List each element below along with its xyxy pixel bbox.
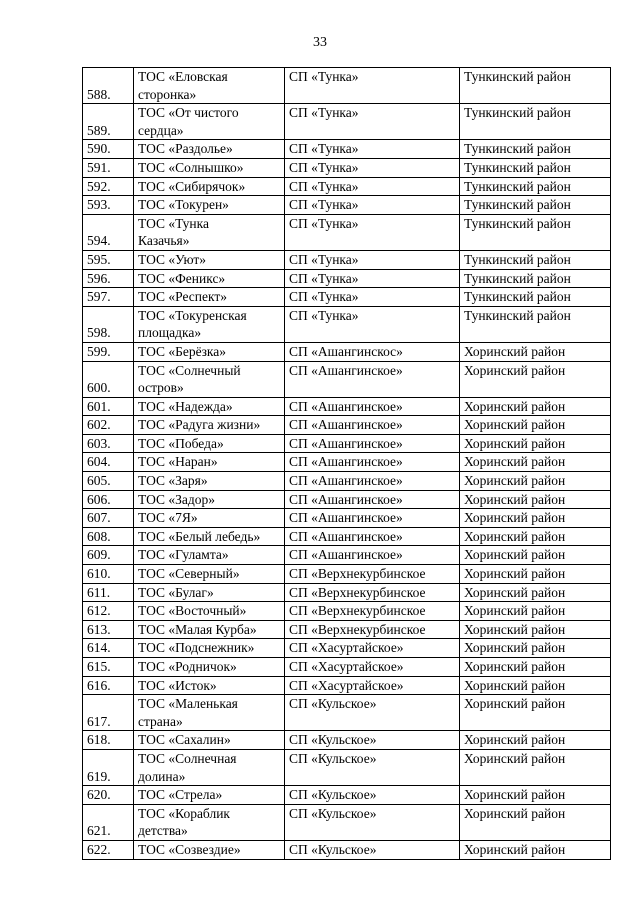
tos-name-cell <box>134 565 285 584</box>
row-number: 621. <box>83 804 134 840</box>
district-cell: Тункинский район <box>460 104 611 140</box>
district-cell: Хоринский район <box>460 840 611 859</box>
tos-name-line: Казачья» <box>138 233 190 249</box>
row-number: 599. <box>83 342 134 361</box>
settlement-cell: СП «Тунка» <box>285 196 460 215</box>
settlement-cell: СП «Верхнекурбинское <box>285 620 460 639</box>
settlement-cell: СП «Хасуртайское» <box>285 676 460 695</box>
row-number: 611. <box>83 583 134 602</box>
row-number: 601. <box>83 397 134 416</box>
settlement-cell: СП «Ашангинское» <box>285 527 460 546</box>
row-number: 591. <box>83 158 134 177</box>
tos-name-cell <box>134 509 285 528</box>
table-row <box>83 639 611 658</box>
tos-name-cell <box>134 177 285 196</box>
row-number: 608. <box>83 527 134 546</box>
tos-name-line: ТОС «Токурен» <box>138 197 229 213</box>
district-cell: Тункинский район <box>460 269 611 288</box>
tos-name-cell <box>134 749 285 785</box>
settlement-cell: СП «Тунка» <box>285 288 460 307</box>
district-cell: Тункинский район <box>460 288 611 307</box>
settlement-cell: СП «Верхнекурбинское <box>285 565 460 584</box>
district-cell: Хоринский район <box>460 583 611 602</box>
row-number: 593. <box>83 196 134 215</box>
tos-name-cell <box>134 158 285 177</box>
table-row <box>83 602 611 621</box>
tos-name-line: ТОС «Заря» <box>138 473 208 489</box>
tos-name-cell <box>134 196 285 215</box>
district-cell: Хоринский район <box>460 509 611 528</box>
table-row <box>83 509 611 528</box>
district-cell: Хоринский район <box>460 602 611 621</box>
district-cell: Тункинский район <box>460 250 611 269</box>
settlement-cell: СП «Кульское» <box>285 804 460 840</box>
tos-name-cell <box>134 269 285 288</box>
district-cell: Хоринский район <box>460 639 611 658</box>
tos-name-cell <box>134 416 285 435</box>
settlement-cell: СП «Тунка» <box>285 104 460 140</box>
tos-name-line: ТОС «Солнечная <box>138 750 237 766</box>
district-cell: Тункинский район <box>460 140 611 159</box>
district-cell: Хоринский район <box>460 676 611 695</box>
tos-name-line: ТОС «Созвездие» <box>138 841 241 857</box>
settlement-cell: СП «Тунка» <box>285 214 460 250</box>
row-number: 620. <box>83 786 134 805</box>
tos-name-cell <box>134 342 285 361</box>
table-row <box>83 250 611 269</box>
table-row <box>83 731 611 750</box>
tos-name-cell <box>134 527 285 546</box>
tos-name-line: сердца» <box>138 122 184 138</box>
tos-name-line: ТОС «Исток» <box>138 677 217 693</box>
settlement-cell: СП «Тунка» <box>285 140 460 159</box>
tos-name-cell <box>134 786 285 805</box>
district-cell: Хоринский район <box>460 804 611 840</box>
tos-name-line: ТОС «Белый лебедь» <box>138 528 261 544</box>
tos-name-cell <box>134 583 285 602</box>
tos-name-cell <box>134 306 285 342</box>
tos-name-line: сторонка» <box>138 86 197 102</box>
tos-name-cell <box>134 250 285 269</box>
page-number: 33 <box>313 35 327 50</box>
settlement-cell: СП «Ашангинское» <box>285 397 460 416</box>
tos-name-line: ТОС «Стрела» <box>138 787 223 803</box>
row-number: 609. <box>83 546 134 565</box>
row-number: 607. <box>83 509 134 528</box>
district-cell: Хоринский район <box>460 434 611 453</box>
table-row <box>83 288 611 307</box>
table-row <box>83 546 611 565</box>
table-row <box>83 158 611 177</box>
tos-name-cell <box>134 104 285 140</box>
table-row <box>83 361 611 397</box>
tos-name-line: ТОС «Радуга жизни» <box>138 417 261 433</box>
row-number: 613. <box>83 620 134 639</box>
settlement-cell: СП «Кульское» <box>285 786 460 805</box>
table-row <box>83 472 611 491</box>
row-number: 596. <box>83 269 134 288</box>
tos-name-line: ТОС «Подснежник» <box>138 640 255 656</box>
settlement-cell: СП «Ашангинское» <box>285 490 460 509</box>
tos-name-cell <box>134 695 285 731</box>
table-row <box>83 196 611 215</box>
tos-name-cell <box>134 602 285 621</box>
settlement-cell: СП «Тунка» <box>285 158 460 177</box>
table-body <box>83 68 611 860</box>
tos-name-line: ТОС «Булаг» <box>138 584 214 600</box>
tos-name-line: ТОС «Токуренская <box>138 307 247 323</box>
tos-name-cell <box>134 731 285 750</box>
table-row <box>83 620 611 639</box>
settlement-cell: СП «Ашангинское» <box>285 509 460 528</box>
row-number: 604. <box>83 453 134 472</box>
district-cell: Хоринский район <box>460 416 611 435</box>
district-cell: Хоринский район <box>460 361 611 397</box>
table-row <box>83 104 611 140</box>
district-cell: Хоринский район <box>460 527 611 546</box>
table-row <box>83 416 611 435</box>
tos-name-line: ТОС «Малая Курба» <box>138 621 257 637</box>
tos-name-line: ТОС «Сахалин» <box>138 732 231 748</box>
tos-name-line: ТОС «Маленькая <box>138 696 238 712</box>
settlement-cell: СП «Верхнекурбинское <box>285 602 460 621</box>
row-number: 616. <box>83 676 134 695</box>
tos-name-cell <box>134 288 285 307</box>
district-cell: Хоринский район <box>460 453 611 472</box>
row-number: 605. <box>83 472 134 491</box>
table-row <box>83 786 611 805</box>
table-row <box>83 749 611 785</box>
tos-name-line: ТОС «Победа» <box>138 435 224 451</box>
district-cell: Хоринский район <box>460 472 611 491</box>
row-number: 598. <box>83 306 134 342</box>
district-cell: Тункинский район <box>460 214 611 250</box>
tos-name-cell <box>134 140 285 159</box>
tos-name-cell <box>134 676 285 695</box>
settlement-cell: СП «Ашангинское» <box>285 472 460 491</box>
tos-name-line: ТОС «Северный» <box>138 566 240 582</box>
district-cell: Хоринский район <box>460 749 611 785</box>
table-row <box>83 269 611 288</box>
district-cell: Хоринский район <box>460 731 611 750</box>
row-number: 597. <box>83 288 134 307</box>
settlement-cell: СП «Ашангинскос» <box>285 342 460 361</box>
district-cell: Хоринский район <box>460 565 611 584</box>
district-cell: Хоринский район <box>460 490 611 509</box>
tos-name-cell <box>134 472 285 491</box>
tos-name-line: страна» <box>138 713 183 729</box>
district-cell: Хоринский район <box>460 546 611 565</box>
settlement-cell: СП «Кульское» <box>285 749 460 785</box>
district-cell: Хоринский район <box>460 620 611 639</box>
table-row <box>83 527 611 546</box>
row-number: 618. <box>83 731 134 750</box>
table-row <box>83 306 611 342</box>
tos-name-cell <box>134 804 285 840</box>
tos-name-line: ТОС «Феникс» <box>138 270 226 286</box>
tos-name-cell <box>134 397 285 416</box>
tos-name-cell <box>134 453 285 472</box>
row-number: 590. <box>83 140 134 159</box>
tos-name-line: детства» <box>138 823 188 839</box>
tos-name-cell <box>134 658 285 677</box>
row-number: 614. <box>83 639 134 658</box>
tos-name-line: ТОС «Надежда» <box>138 398 233 414</box>
tos-name-line: остров» <box>138 380 184 396</box>
table-row <box>83 658 611 677</box>
tos-name-line: ТОС «Солнышко» <box>138 159 244 175</box>
settlement-cell: СП «Ашангинское» <box>285 453 460 472</box>
row-number: 594. <box>83 214 134 250</box>
settlement-cell: СП «Кульское» <box>285 840 460 859</box>
tos-name-line: ТОС «Кораблик <box>138 805 230 821</box>
table-row <box>83 177 611 196</box>
table-row <box>83 840 611 859</box>
row-number: 612. <box>83 602 134 621</box>
settlement-cell: СП «Ашангинское» <box>285 361 460 397</box>
tos-name-line: ТОС «Сибирячок» <box>138 178 246 194</box>
tos-name-cell <box>134 546 285 565</box>
row-number: 592. <box>83 177 134 196</box>
table-row <box>83 453 611 472</box>
tos-name-line: ТОС «От чистого <box>138 105 239 121</box>
tos-name-line: ТОС «Уют» <box>138 251 207 267</box>
district-cell: Тункинский район <box>460 158 611 177</box>
row-number: 602. <box>83 416 134 435</box>
table-row <box>83 434 611 453</box>
settlement-cell: СП «Ашангинское» <box>285 434 460 453</box>
tos-name-cell <box>134 490 285 509</box>
table-row <box>83 68 611 104</box>
tos-name-line: ТОС «Берёзка» <box>138 343 227 359</box>
table-row <box>83 342 611 361</box>
tos-name-line: ТОС «Родничок» <box>138 659 237 674</box>
settlement-cell: СП «Ашангинское» <box>285 546 460 565</box>
row-number: 615. <box>83 658 134 677</box>
tos-name-cell <box>134 840 285 859</box>
settlement-cell: СП «Тунка» <box>285 68 460 104</box>
tos-name-line: ТОС «Восточный» <box>138 603 247 619</box>
table-row <box>83 140 611 159</box>
row-number: 600. <box>83 361 134 397</box>
table-row <box>83 490 611 509</box>
settlement-cell: СП «Верхнекурбинское <box>285 583 460 602</box>
tos-name-line: ТОС «Задор» <box>138 491 215 507</box>
tos-name-line: ТОС «Раздолье» <box>138 141 233 157</box>
settlement-cell: СП «Тунка» <box>285 269 460 288</box>
settlement-cell: СП «Тунка» <box>285 177 460 196</box>
row-number: 617. <box>83 695 134 731</box>
tos-name-line: ТОС «Наран» <box>138 454 218 470</box>
row-number: 606. <box>83 490 134 509</box>
row-number: 603. <box>83 434 134 453</box>
tos-name-cell <box>134 214 285 250</box>
tos-name-line: ТОС «Еловская <box>138 69 228 84</box>
settlement-cell: СП «Кульское» <box>285 731 460 750</box>
row-number: 610. <box>83 565 134 584</box>
table-row <box>83 676 611 695</box>
district-cell: Хоринский район <box>460 658 611 677</box>
tos-name-line: площадка» <box>138 325 202 341</box>
district-cell: Тункинский район <box>460 306 611 342</box>
tos-name-line: ТОС «Респект» <box>138 289 228 305</box>
tos-name-line: ТОС «7Я» <box>138 510 198 526</box>
row-number: 622. <box>83 840 134 859</box>
table-row <box>83 583 611 602</box>
tos-name-cell <box>134 68 285 104</box>
tos-name-cell <box>134 620 285 639</box>
tos-name-cell <box>134 361 285 397</box>
row-number: 588. <box>83 68 134 104</box>
settlement-cell: СП «Хасуртайское» <box>285 658 460 677</box>
tos-name-line: ТОС «Солнечный <box>138 362 241 378</box>
table-row <box>83 397 611 416</box>
district-cell: Хоринский район <box>460 786 611 805</box>
tos-name-line: ТОС «Гуламта» <box>138 547 229 563</box>
tos-name-cell <box>134 434 285 453</box>
tos-registry-table <box>82 67 611 860</box>
row-number: 589. <box>83 104 134 140</box>
table-row <box>83 214 611 250</box>
district-cell: Хоринский район <box>460 397 611 416</box>
tos-name-cell <box>134 639 285 658</box>
settlement-cell: СП «Тунка» <box>285 306 460 342</box>
tos-name-line: ТОС «Тунка <box>138 215 210 231</box>
tos-name-line: долина» <box>138 768 186 784</box>
settlement-cell: СП «Тунка» <box>285 250 460 269</box>
district-cell: Хоринский район <box>460 695 611 731</box>
table-row <box>83 695 611 731</box>
district-cell: Хоринский район <box>460 342 611 361</box>
settlement-cell: СП «Кульское» <box>285 695 460 731</box>
settlement-cell: СП «Ашангинское» <box>285 416 460 435</box>
row-number: 619. <box>83 749 134 785</box>
district-cell: Тункинский район <box>460 68 611 104</box>
table-row <box>83 565 611 584</box>
district-cell: Тункинский район <box>460 177 611 196</box>
row-number: 595. <box>83 250 134 269</box>
settlement-cell: СП «Хасуртайское» <box>285 639 460 658</box>
table-row <box>83 804 611 840</box>
district-cell: Тункинский район <box>460 196 611 215</box>
